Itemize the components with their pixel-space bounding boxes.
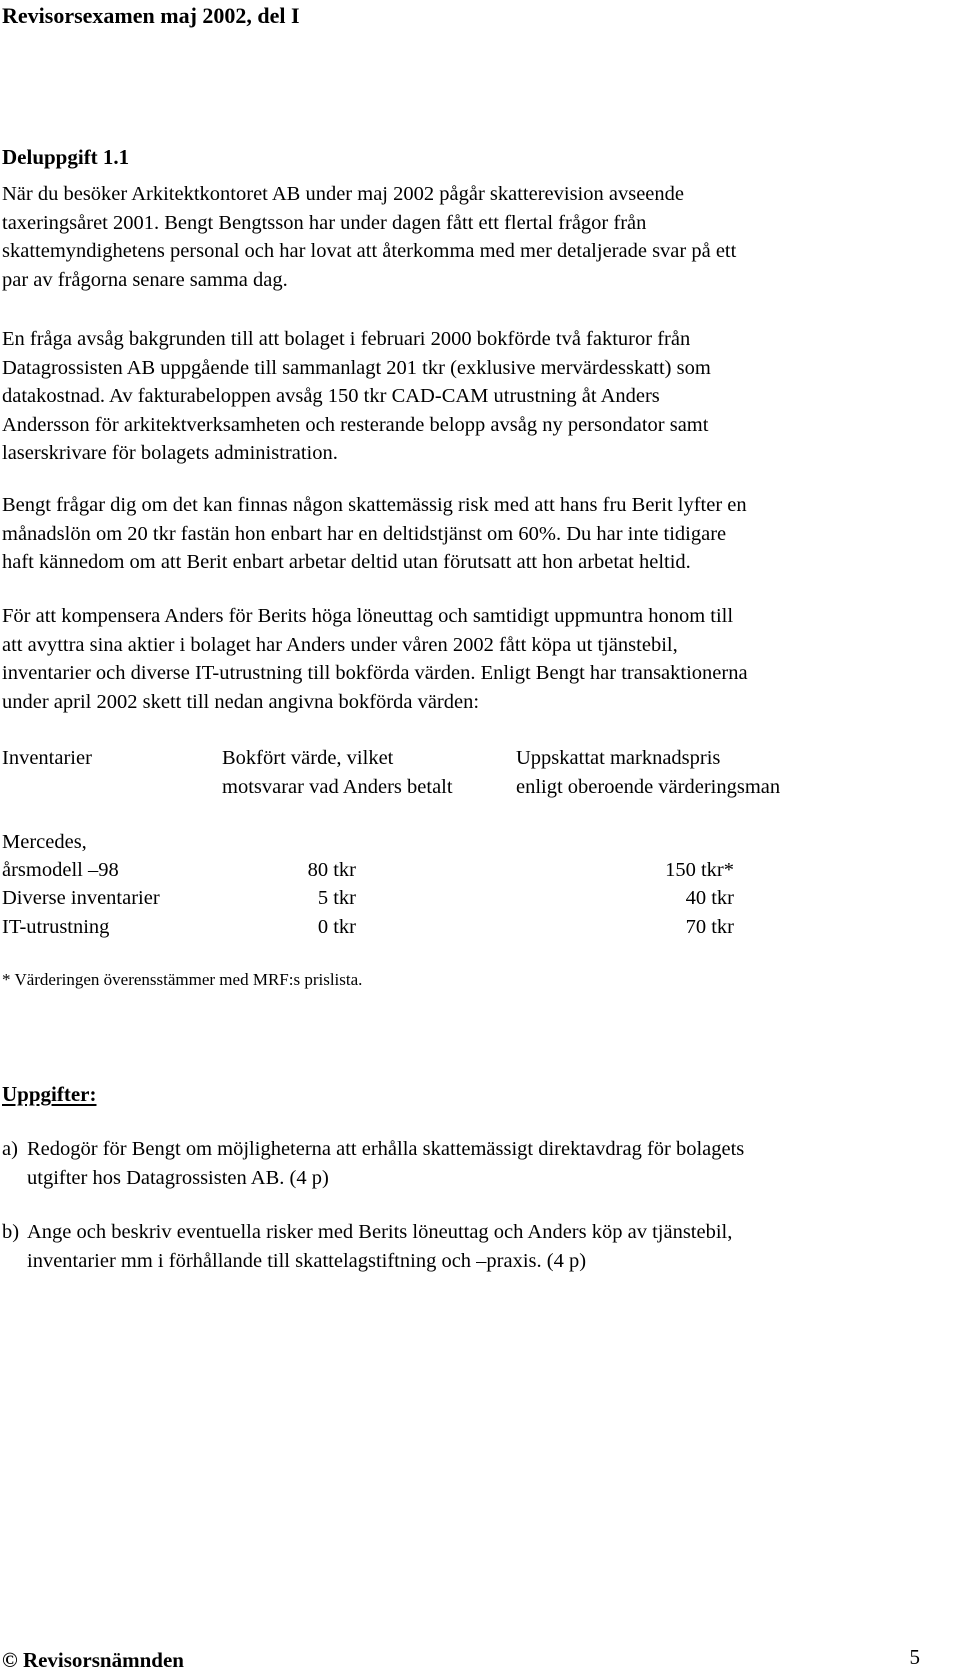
tasks-heading: Uppgifter:: [2, 1082, 97, 1106]
table-cell-item: Diverse inventarier: [2, 887, 160, 909]
task-line: Redogör för Bengt om möjligheterna att erhålla skattemässigt direktavdrag för bolagets: [27, 1138, 745, 1160]
table-cell-book-value: 5 tkr: [317, 887, 356, 909]
table-cell-item: IT-utrustning: [2, 916, 110, 938]
table-header-inventory: [2, 744, 92, 773]
task-body: [27, 1135, 744, 1192]
table-cell-book-value: 0 tkr: [317, 916, 356, 938]
table-row: [0, 884, 960, 913]
table-header-line: enligt oberoende värderingsman: [516, 775, 781, 798]
paragraph-line: Datagrossisten AB uppgående till sammanlagt 201 tkr (exklusive mervärdesskatt) som: [2, 356, 711, 379]
paragraph-line: datakostnad. Av fakturabeloppen avsåg 150 tkr CAD-CAM utrustning åt Anders: [2, 385, 660, 408]
table-cell-item: årsmodell –98: [2, 859, 119, 881]
table-header-market-price: [516, 744, 780, 801]
paragraph-salary: [2, 491, 947, 577]
paragraph-invoices: [2, 325, 947, 468]
footer-page-number: 5: [909, 1645, 920, 1669]
paragraph-line: haft kännedom om att Berit enbart arbetar deltid utan förutsatt att hon arbetat heltid.: [2, 551, 691, 574]
table-item-label-mercedes: Mercedes,: [2, 831, 87, 853]
table-row: [0, 856, 960, 885]
paragraph-line: laserskrivare för bolagets administration.: [2, 442, 338, 465]
table-header-line: Uppskattat marknadspris: [516, 747, 721, 769]
paragraph-line: skattemyndighetens personal och har lovat att återkomma med mer detaljerade svar på ett: [2, 240, 737, 263]
paragraph-line: att avyttra sina aktier i bolaget har Anders under våren 2002 fått köpa ut tjänstebil,: [2, 633, 678, 656]
task-marker: a): [2, 1138, 18, 1160]
paragraph-line: En fråga avsåg bakgrunden till att bolaget i februari 2000 bokförde två fakturor från: [2, 328, 691, 350]
table-header-line: motsvarar vad Anders betalt: [222, 775, 453, 798]
paragraph-line: Bengt frågar dig om det kan finnas någon skattemässig risk med att hans fru Berit lyfter en: [2, 494, 747, 516]
paragraph-transactions: [2, 602, 947, 716]
paragraph-line: par av frågorna senare samma dag.: [2, 268, 288, 291]
task-line: Ange och beskriv eventuella risker med Berits löneuttag och Anders köp av tjänstebil,: [27, 1221, 733, 1243]
paragraph-line: Andersson för arkitektverksamheten och resterande belopp avsåg ny persondator samt: [2, 413, 709, 436]
task-line: utgifter hos Datagrossisten AB. (4 p): [27, 1166, 329, 1189]
table-header-book-value: [222, 744, 453, 801]
table-cell-book-value: 80 tkr: [307, 859, 356, 881]
section-heading: Deluppgift 1.1: [2, 145, 130, 169]
paragraph-line: taxeringsåret 2001. Bengt Bengtsson har under dagen fått ett flertal frågor från: [2, 211, 647, 234]
table-footnote: * Värderingen överensstämmer med MRF:s prislista.: [2, 970, 363, 989]
footer-copyright: © Revisorsnämnden: [2, 1648, 184, 1672]
paragraph-line: inventarier och diverse IT-utrustning till bokförda värden. Enligt Bengt har transaktionerna: [2, 662, 748, 685]
table-cell-market-price: 40 tkr: [685, 887, 734, 909]
table-row: [0, 913, 960, 942]
task-body: [27, 1218, 732, 1275]
table-header-line: Bokfört värde, vilket: [222, 747, 394, 769]
paragraph-line: När du besöker Arkitektkontoret AB under maj 2002 pågår skatterevision avseende: [2, 183, 685, 205]
paragraph-line: under april 2002 skett till nedan angivna bokförda värden:: [2, 690, 480, 713]
table-cell-market-price: 70 tkr: [685, 916, 734, 938]
table-cell-market-price: 150 tkr*: [665, 859, 734, 881]
paragraph-line: månadslön om 20 tkr fastän hon enbart har en deltidstjänst om 60%. Du har inte tidigare: [2, 522, 727, 545]
table-header-line: Inventarier: [2, 747, 92, 769]
document-header-title: Revisorsexamen maj 2002, del I: [2, 3, 300, 28]
paragraph-intro: [2, 180, 947, 294]
task-line: inventarier mm i förhållande till skattelagstiftning och –praxis. (4 p): [27, 1249, 587, 1272]
task-marker: b): [2, 1221, 20, 1243]
paragraph-line: För att kompensera Anders för Berits höga löneuttag och samtidigt uppmuntra honom till: [2, 605, 734, 627]
